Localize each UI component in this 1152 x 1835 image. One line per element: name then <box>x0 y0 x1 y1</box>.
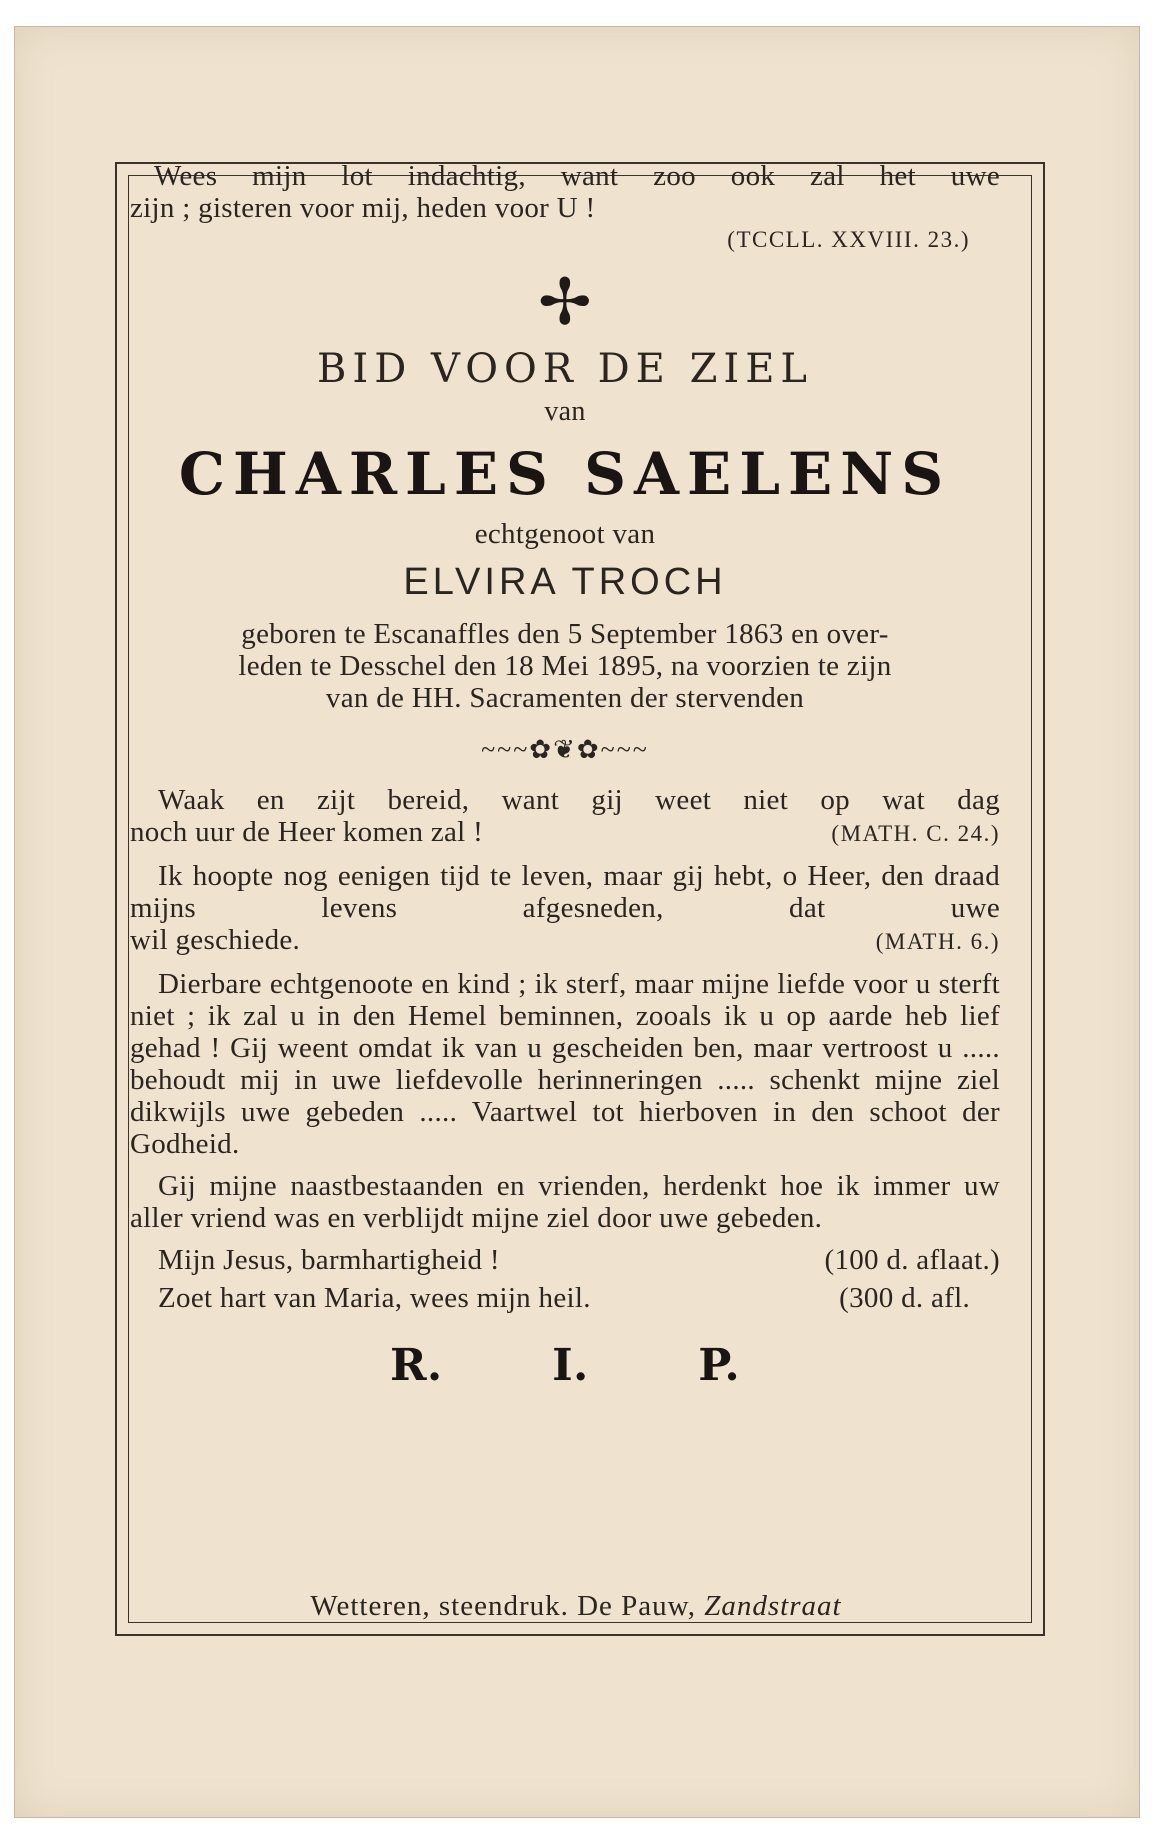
quote-hope-last: wil geschiede. <box>130 924 301 956</box>
relatives-paragraph: Gij mijne naastbestaanden en vrienden, herdenkt hoe ik immer uw aller vriend was en verblijdt mijne ziel door uwe gebeden. <box>130 1170 1000 1234</box>
quote-hope <box>130 860 1000 958</box>
pray-heading: BID VOOR DE ZIEL <box>317 346 813 392</box>
prayer-indulgence: (100 d. aflaat.) <box>824 1244 1000 1276</box>
birth-line-2: leden te Desschel den 18 Mei 1895, na voorzien te zijn <box>238 650 892 682</box>
epigraph-reference: (TCCLL. XXVIII. 23.) <box>727 227 970 252</box>
spouse-label: echtgenoot van <box>474 518 656 550</box>
rip-letter: I. <box>552 1340 589 1391</box>
birth-death-info <box>130 618 1000 714</box>
printer-main: Wetteren, steendruk. De Pauw, <box>310 1590 696 1622</box>
ornament-divider: ~~~✿❦✿~~~ <box>481 735 649 764</box>
epigraph-line-1: Wees mijn lot indachtig, want zoo ook zal het uwe <box>154 160 1000 192</box>
quote-watch-reference: (MATH. C. 24.) <box>831 821 1000 846</box>
rip-inscription <box>390 1340 740 1391</box>
printer-imprint <box>0 1590 1152 1623</box>
van-label: van <box>544 396 586 427</box>
deceased-name: CHARLES SAELENS <box>178 440 952 508</box>
prayer-line <box>130 1282 1000 1314</box>
prayer-text: Mijn Jesus, barmhartigheid ! <box>158 1244 500 1276</box>
quote-hope-text: Ik hoopte nog eenigen tijd te leven, maar gij hebt, o Heer, den draad mijns levens afgesneden, dat uwe <box>130 860 1000 924</box>
quote-hope-reference: (MATH. 6.) <box>875 929 1000 954</box>
printer-street: Zandstraat <box>704 1590 842 1622</box>
cross-icon: ✢ <box>538 267 592 338</box>
birth-line-3: van de HH. Sacramenten der stervenden <box>325 682 805 714</box>
quote-watch <box>130 784 1000 850</box>
prayer-indulgence: (300 d. afl. <box>839 1282 970 1314</box>
prayer-line <box>130 1244 1000 1276</box>
rip-letter: R. <box>390 1340 443 1391</box>
birth-line-1: geboren te Escanaffles den 5 September 1863 en over- <box>241 618 889 650</box>
epigraph <box>130 160 1000 256</box>
spouse-name: ELVIRA TROCH <box>403 561 727 603</box>
prayer-text: Zoet hart van Maria, wees mijn heil. <box>158 1282 591 1314</box>
rip-letter: P. <box>698 1340 740 1391</box>
quote-watch-line-1: Waak en zijt bereid, want gij weet niet op wat dag <box>158 784 1000 816</box>
quote-watch-line-2: noch uur de Heer komen zal ! <box>130 816 484 848</box>
farewell-paragraph: Dierbare echtgenoote en kind ; ik sterf, maar mijne liefde voor u sterft niet ; ik zal u in den Hemel beminnen, zooals ik u op aarde heb lief gehad ! Gij weent omdat ik van u gescheiden ben, maar vertroost u ..... behoudt mij in uwe liefdevolle herinneringen ..... schenkt mijne ziel dikwijls uwe gebeden ..... Vaartwel tot hierboven in den schoot der Godheid. <box>130 968 1000 1160</box>
card-content <box>130 160 1000 1391</box>
epigraph-line-2: zijn ; gisteren voor mij, heden voor U ! <box>130 192 596 224</box>
